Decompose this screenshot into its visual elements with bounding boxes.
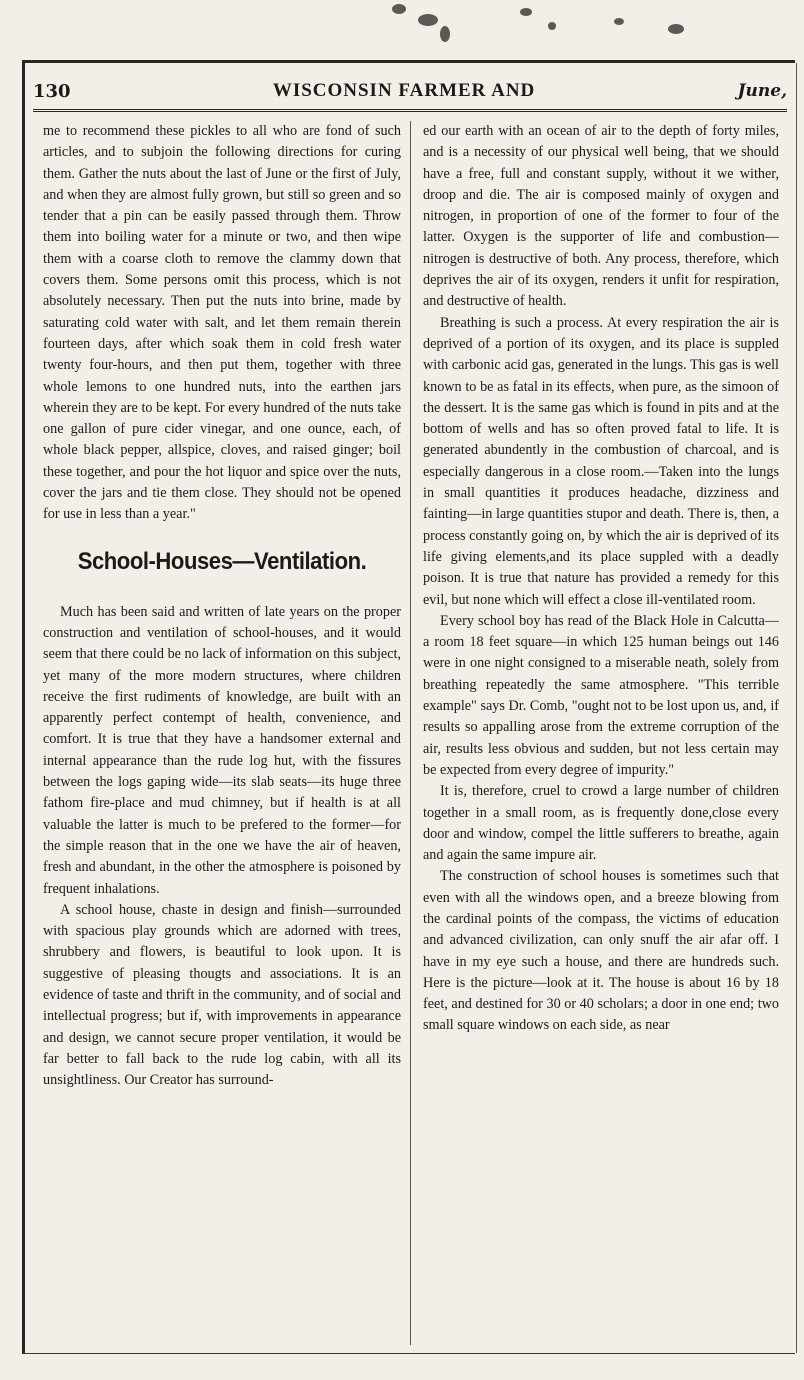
page-header [33, 73, 787, 112]
school-houses-paragraph: Much has been said and written of late years on the proper construction and ventilation of school-houses, and it would seem that there could be no lack of information on this subject, yet many of the more modern structures, where children receive the first rudiments of knowledge, are built with an apparently perfect contempt of health, convenience, and comfort. It is true that they have a handsomer external and internal appearance than the rude log hut, with the fissures between the logs gaping wide—its slab seats—its huge three fathom fire-place and mud chimney, but if health is at all valuable the latter is much to be prefered to the former—for the simple reason that in the one we have the air of heaven, fresh and abundant, in the other the atmosphere is poisoned by frequent inhalations. [43, 603, 401, 897]
construction-paragraph: The construction of school houses is sometimes such that even with all the windows open, and a breeze blowing from the cardinal points of the compass, the victims of education and advanced civilization, can only snuff the air afar off. I have in my eye such a house, and there are hundreds such. Here is the picture—look at it. The house is about 16 by 18 feet, and destined for 30 or 40 scholars; a door in one end; two small square windows on each side, as near [423, 868, 779, 1034]
ink-blot [418, 14, 438, 26]
black-hole-paragraph: Every school boy has read of the Black Hole in Calcutta—a room 18 feet square—in which 125 human beings out 146 were in one night consigned to a miserable neath, solely from breathing repeatedly the same atmosphere. "This terrible example" says Dr. Comb, "ought not to be lost upon us, and, if results so appalling arose from the extreme corruption of the air, results less obvious and sudden, but not less certain may be expected from every degree of impurity." [423, 612, 779, 778]
ink-blot [548, 22, 556, 30]
crowding-paragraph: It is, therefore, cruel to crowd a large number of children together in a small room, as is frequently done,close every door and window, compel the little sufferers to breathe, again and again the same impure air. [423, 783, 779, 864]
left-column [37, 121, 411, 1345]
school-house-description-paragraph: A school house, chaste in design and finish—surrounded with spacious play grounds which are adorned with trees, shrubbery and flowers, is beautiful to look upon. It is suggestive of pleasing thougts and associations. It is an evidence of taste and thrift in the community, and of social and intellectual progress; but if, with improvements in appearance and design, we cannot secure proper ventilation, it would be far better to fall back to the rude log cabin, with all its unsightliness. Our Creator has surround- [43, 901, 401, 1089]
ink-blot [614, 18, 624, 25]
ink-blot [440, 26, 450, 42]
running-title: WISCONSIN FARMER AND [272, 80, 536, 101]
issue-month: June, [737, 81, 787, 101]
air-paragraph: ed our earth with an ocean of air to the depth of forty miles, and is a necessity of our physical well being, that we should have a free, full and constant supply, without it we wither, droop and die. The air is composed mainly of oxygen and nitrogen, in proportion of one of the former to four of the latter. Oxygen is the supporter of life and combustion—nitrogen is destructive of both. Any process, therefore, which deprives the air of its oxygen, renders it unfit for respiration, and destructive of health. [423, 123, 779, 310]
section-heading: School-Houses—Ventilation. [77, 547, 367, 575]
right-column [411, 121, 785, 1345]
two-column-body [37, 121, 785, 1345]
page-number: 130 [33, 80, 71, 102]
pickles-paragraph: me to recommend these pickles to all who are fond of such articles, and to subjoin the following directions for curing them. Gather the nuts about the last of June or the first of July, and when they are almost fully grown, but still so green and so tender that a pin can be easily passed through them. Throw them into boiling water for a minute or two, and then wipe them with a coarse cloth to remove the clammy down that covers them. Some persons omit this process, which is not absolutely necessary. Then put the nuts into brine, made by saturating cold water with salt, and let them remain therein fourteen days, after which soak them in cold fresh water twenty four-hours, and then put them, together with three whole lemons to one hundred nuts, into the earthen jars wherein they are to be kept. For every hundred of the nuts take one gallon of pure cider vinegar, and one ounce, each, of whole black pepper, allspice, cloves, and raised ginger; boil these together, and pour the hot liquor and spice over the nuts, cover the jars and tie them close. They should not be opened for use in less than a year." [43, 123, 401, 523]
newspaper-page [22, 60, 795, 1354]
ink-blot [520, 8, 532, 16]
ink-blot [668, 24, 684, 34]
ink-blot [392, 4, 406, 14]
breathing-paragraph: Breathing is such a process. At every respiration the air is deprived of a portion of its oxygen, and its place is suppled with carbonic acid gas, generated in the lungs. This gas is well known to be as fatal in its effects, when pure, as the simoon of the dessert. It is the same gas which is found in pits and at the bottom of wells and has so often proved fatal to life. It is generated abundently in the combustion of charcoal, and is especially dangerous in a close room.—Taken into the lungs in small quantities it produces headache, dizziness and fainting—in large quantities stupor and death. There is, then, a process constantly going on, by which the air is deprived of its life giving elements,and its place suppled with a deadly poison. It is true that nature has provided a remedy for this evil, but none which will effect a close ill-ventilated room. [423, 314, 779, 608]
